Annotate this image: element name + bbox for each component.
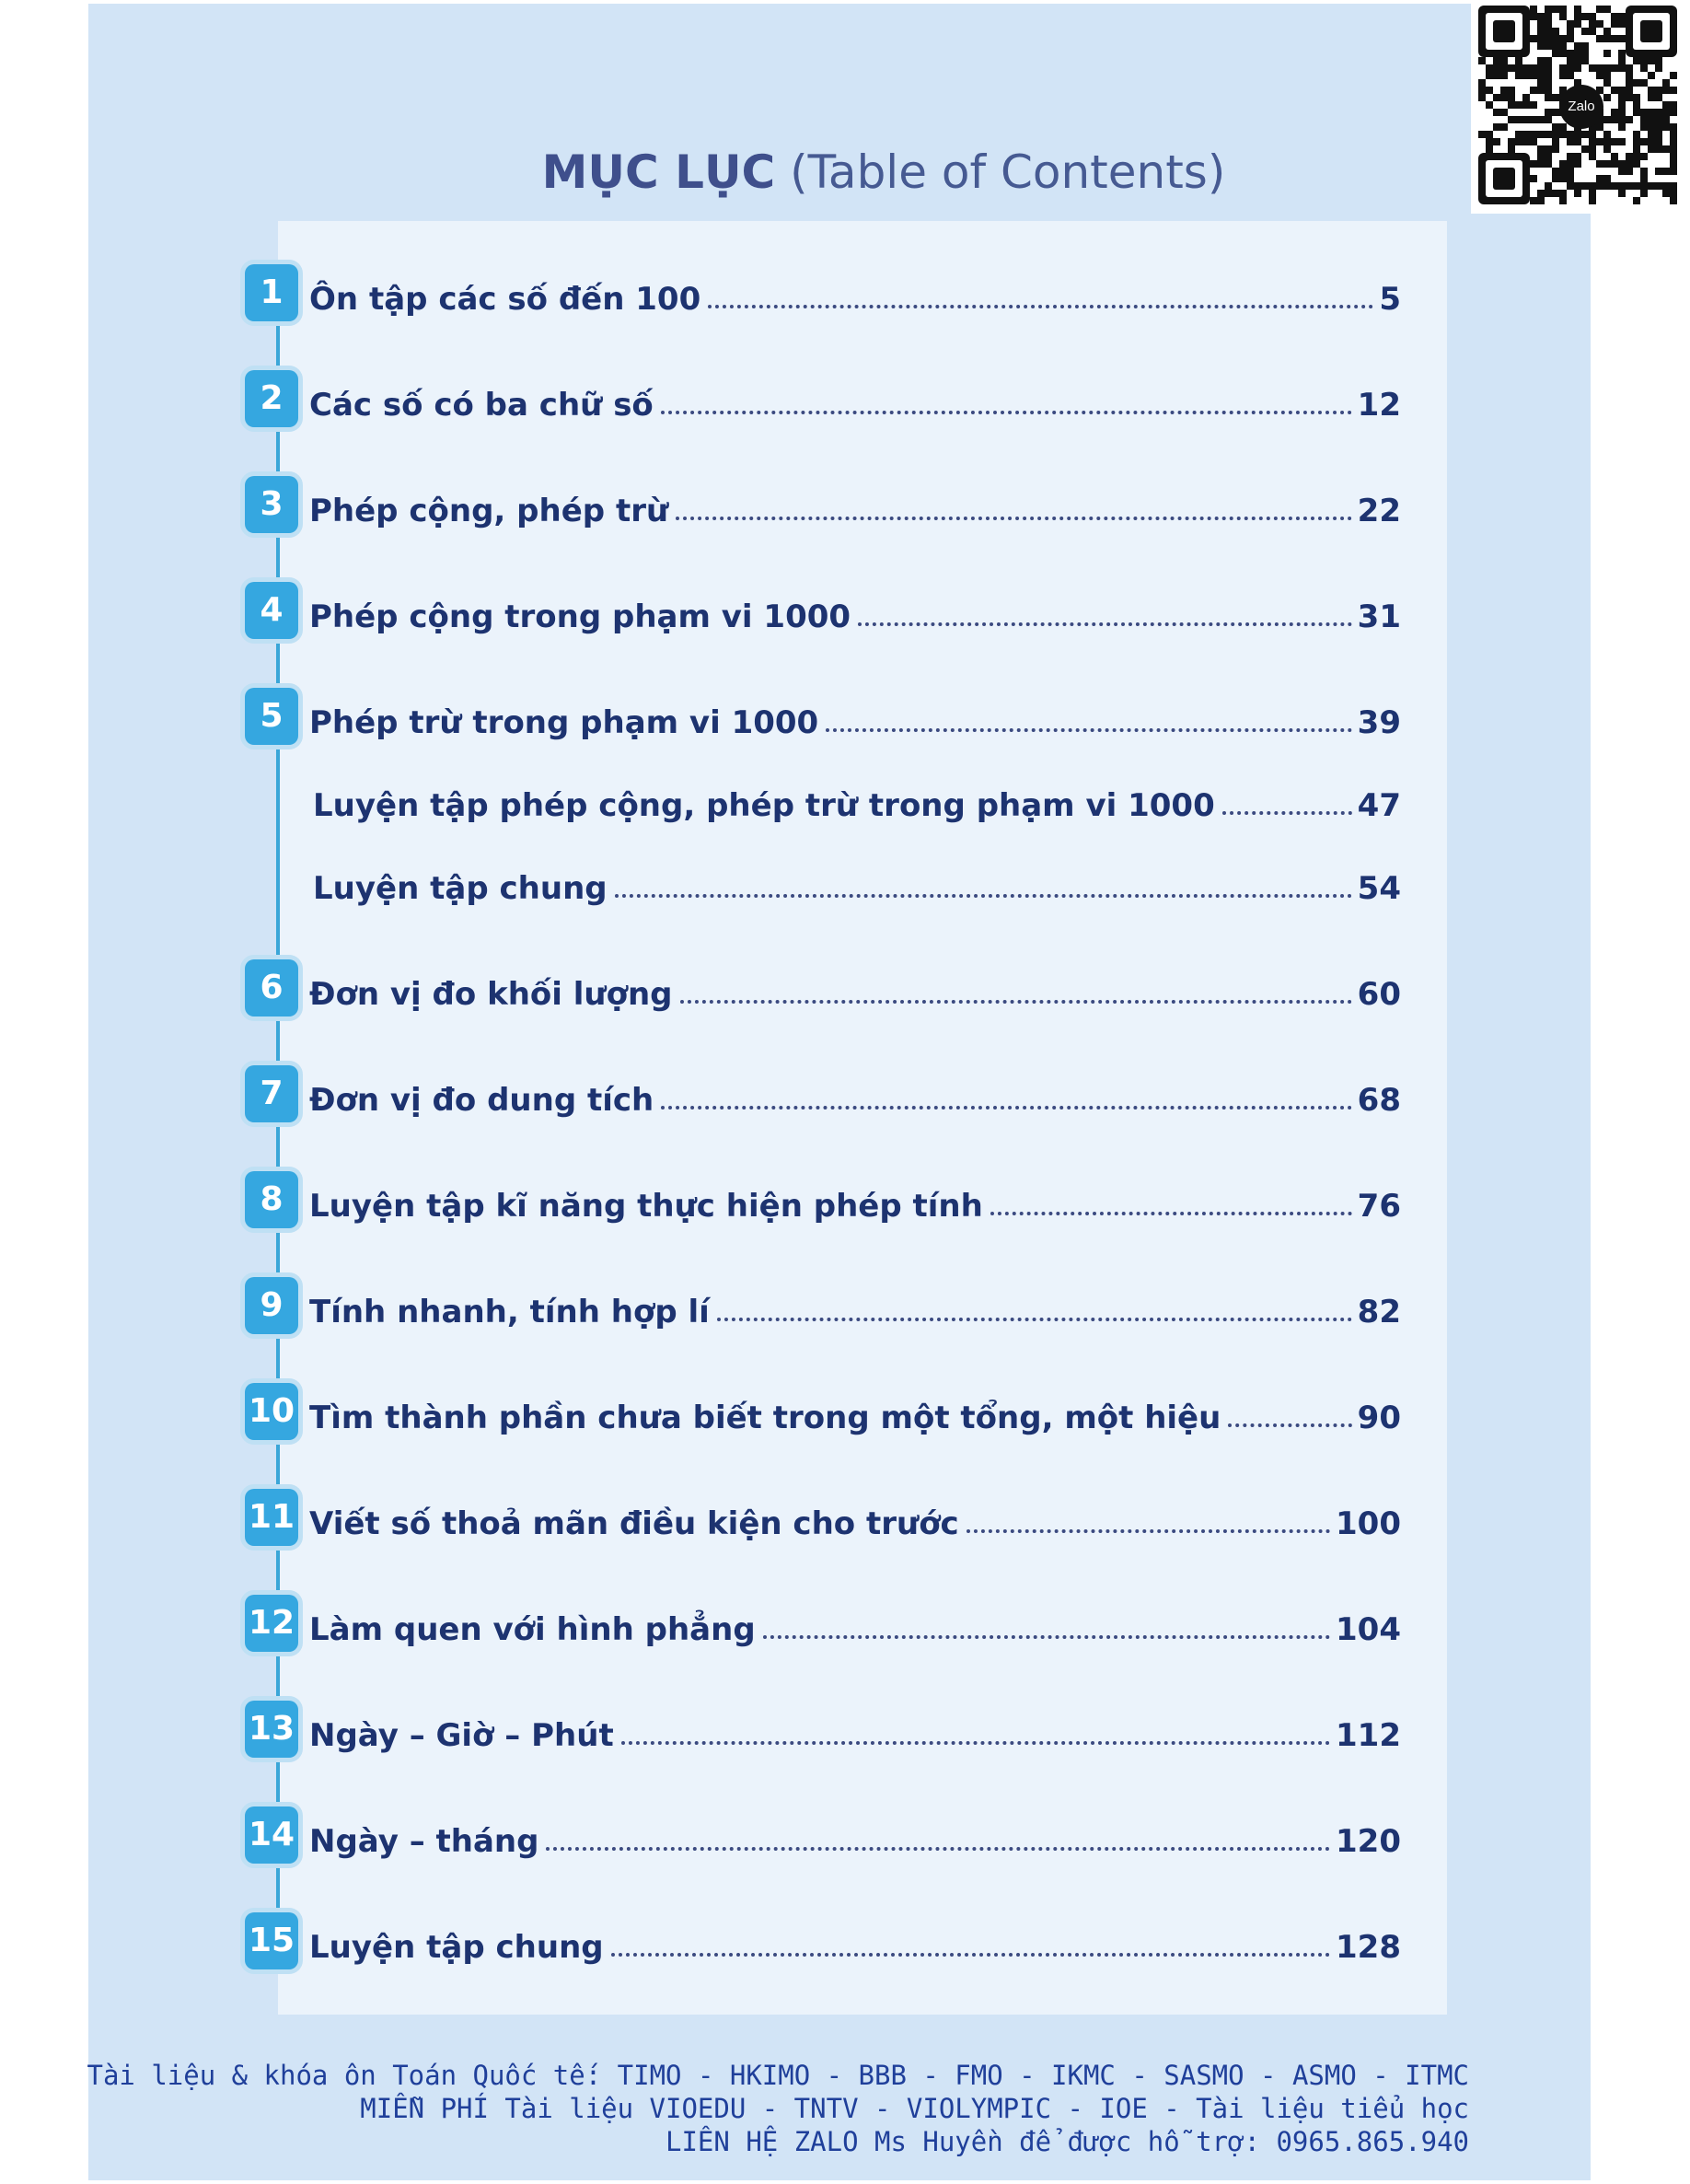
chapter-number-badge: 14 xyxy=(245,1806,298,1864)
toc-entry-page: 82 xyxy=(1357,1294,1401,1330)
zalo-qr-code[interactable] xyxy=(1471,0,1688,214)
toc-entry-title: Luyện tập chung xyxy=(309,1929,604,1966)
chapter-number-badge: 13 xyxy=(245,1701,298,1758)
chapter-number-badge: 12 xyxy=(245,1595,298,1652)
dot-leader xyxy=(676,517,1352,520)
dot-leader xyxy=(615,894,1352,898)
toc-chapter-entry[interactable] xyxy=(309,1496,1401,1542)
toc-chapter-entry[interactable] xyxy=(309,1284,1401,1330)
toc-chapter-entry[interactable] xyxy=(309,695,1401,741)
toc-entry-title: Ngày – tháng xyxy=(309,1823,539,1860)
title-main: MỤC LỤC xyxy=(541,145,776,199)
toc-entry-title: Làm quen với hình phẳng xyxy=(309,1611,756,1648)
toc-chapter-entry[interactable] xyxy=(309,1920,1401,1966)
toc-chapter-entry[interactable] xyxy=(309,589,1401,635)
dot-leader xyxy=(717,1318,1352,1321)
toc-chapter-entry[interactable] xyxy=(309,1814,1401,1860)
chapter-number-badge: 3 xyxy=(245,476,298,533)
dot-leader xyxy=(546,1847,1330,1851)
dot-leader xyxy=(967,1529,1330,1533)
toc-entry-page: 128 xyxy=(1336,1929,1401,1966)
toc-entry-title: Đơn vị đo khối lượng xyxy=(309,976,673,1013)
toc-entry-title: Phép cộng, phép trừ xyxy=(309,493,669,529)
toc-entry-title: Ngày – Giờ – Phút xyxy=(309,1717,614,1754)
dot-leader xyxy=(611,1953,1330,1957)
toc-entry-page: 54 xyxy=(1357,870,1401,907)
toc-entry-page: 22 xyxy=(1357,493,1401,529)
footer-line-3: LIÊN HỆ ZALO Ms Huyền để được hỗ trợ: 0965.865.940 xyxy=(666,2126,1469,2157)
toc-entry-page: 76 xyxy=(1357,1188,1401,1225)
page-title xyxy=(0,145,1690,199)
chapter-number-badge: 2 xyxy=(245,370,298,427)
toc-chapter-entry[interactable] xyxy=(309,1602,1401,1648)
chapter-number-badge: 4 xyxy=(245,582,298,639)
toc-entry-title: Đơn vị đo dung tích xyxy=(309,1082,654,1119)
chapter-number-badge: 1 xyxy=(245,264,298,321)
chapter-number-badge: 6 xyxy=(245,959,298,1016)
toc-entry-title: Viết số thoả mãn điều kiện cho trước xyxy=(309,1505,959,1542)
toc-entry-title: Luyện tập kĩ năng thực hiện phép tính xyxy=(309,1188,983,1225)
dot-leader xyxy=(763,1635,1330,1639)
chapter-number-badge: 8 xyxy=(245,1171,298,1228)
chapter-number-badge: 10 xyxy=(245,1383,298,1440)
chapter-number-badge: 9 xyxy=(245,1277,298,1334)
toc-entry-page: 47 xyxy=(1357,787,1401,824)
toc-entry-title: Luyện tập chung xyxy=(313,870,608,907)
toc-chapter-entry[interactable] xyxy=(309,1179,1401,1225)
toc-chapter-entry[interactable] xyxy=(309,1708,1401,1754)
dot-leader xyxy=(1228,1423,1351,1427)
toc-chapter-entry[interactable] xyxy=(309,483,1401,529)
toc-entry-title: Phép trừ trong phạm vi 1000 xyxy=(309,704,819,741)
chapter-number-badge: 7 xyxy=(245,1065,298,1122)
toc-chapter-entry[interactable] xyxy=(309,1073,1401,1119)
toc-chapter-entry[interactable] xyxy=(309,272,1401,318)
chapter-number-badge: 5 xyxy=(245,688,298,745)
toc-entry-page: 90 xyxy=(1357,1400,1401,1436)
toc-entry-page: 12 xyxy=(1357,387,1401,424)
toc-entry-title: Tính nhanh, tính hợp lí xyxy=(309,1294,710,1330)
dot-leader xyxy=(826,728,1351,732)
toc-entry-title: Luyện tập phép cộng, phép trừ trong phạm vi 1000 xyxy=(313,787,1215,824)
footer-line-2: MIỄN PHÍ Tài liệu VIOEDU - TNTV - VIOLYMPIC - IOE - Tài liệu tiểu học xyxy=(360,2093,1469,2124)
footer-line-1: Tài liệu & khóa ôn Toán Quốc tế: TIMO - HKIMO - BBB - FMO - IKMC - SASMO - ASMO - ITMC xyxy=(87,2060,1469,2091)
toc-entry-title: Các số có ba chữ số xyxy=(309,387,654,424)
toc-entry-page: 112 xyxy=(1336,1717,1401,1754)
dot-leader xyxy=(661,411,1352,414)
toc-entry-page: 60 xyxy=(1357,976,1401,1013)
footer xyxy=(87,2059,1469,2158)
toc-chapter-entry[interactable] xyxy=(309,378,1401,424)
toc-chapter-entry[interactable] xyxy=(309,1390,1401,1436)
toc-entry-title: Ôn tập các số đến 100 xyxy=(309,281,701,318)
toc-entry-page: 100 xyxy=(1336,1505,1401,1542)
dot-leader xyxy=(1222,811,1352,815)
dot-leader xyxy=(621,1741,1330,1745)
title-subtitle: (Table of Contents) xyxy=(790,145,1226,199)
toc-entry-title: Tìm thành phần chưa biết trong một tổng, một hiệu xyxy=(309,1400,1221,1436)
dot-leader xyxy=(661,1106,1351,1109)
dot-leader xyxy=(858,622,1352,626)
toc-chapter-entry[interactable] xyxy=(309,967,1401,1013)
zalo-logo: Zalo xyxy=(1559,85,1603,129)
toc-entry-title: Phép cộng trong phạm vi 1000 xyxy=(309,598,851,635)
chapter-number-badge: 11 xyxy=(245,1489,298,1546)
toc-entry-page: 104 xyxy=(1336,1611,1401,1648)
toc-entry-page: 39 xyxy=(1357,704,1401,741)
toc-subentry[interactable] xyxy=(313,778,1401,824)
dot-leader xyxy=(680,1000,1352,1004)
toc-entry-page: 5 xyxy=(1379,281,1401,318)
dot-leader xyxy=(990,1212,1352,1215)
toc-subentry[interactable] xyxy=(313,861,1401,907)
toc-entry-page: 68 xyxy=(1357,1082,1401,1119)
toc-entry-page: 31 xyxy=(1357,598,1401,635)
dot-leader xyxy=(708,305,1373,308)
chapter-number-badge: 15 xyxy=(245,1912,298,1969)
toc-entry-page: 120 xyxy=(1336,1823,1401,1860)
